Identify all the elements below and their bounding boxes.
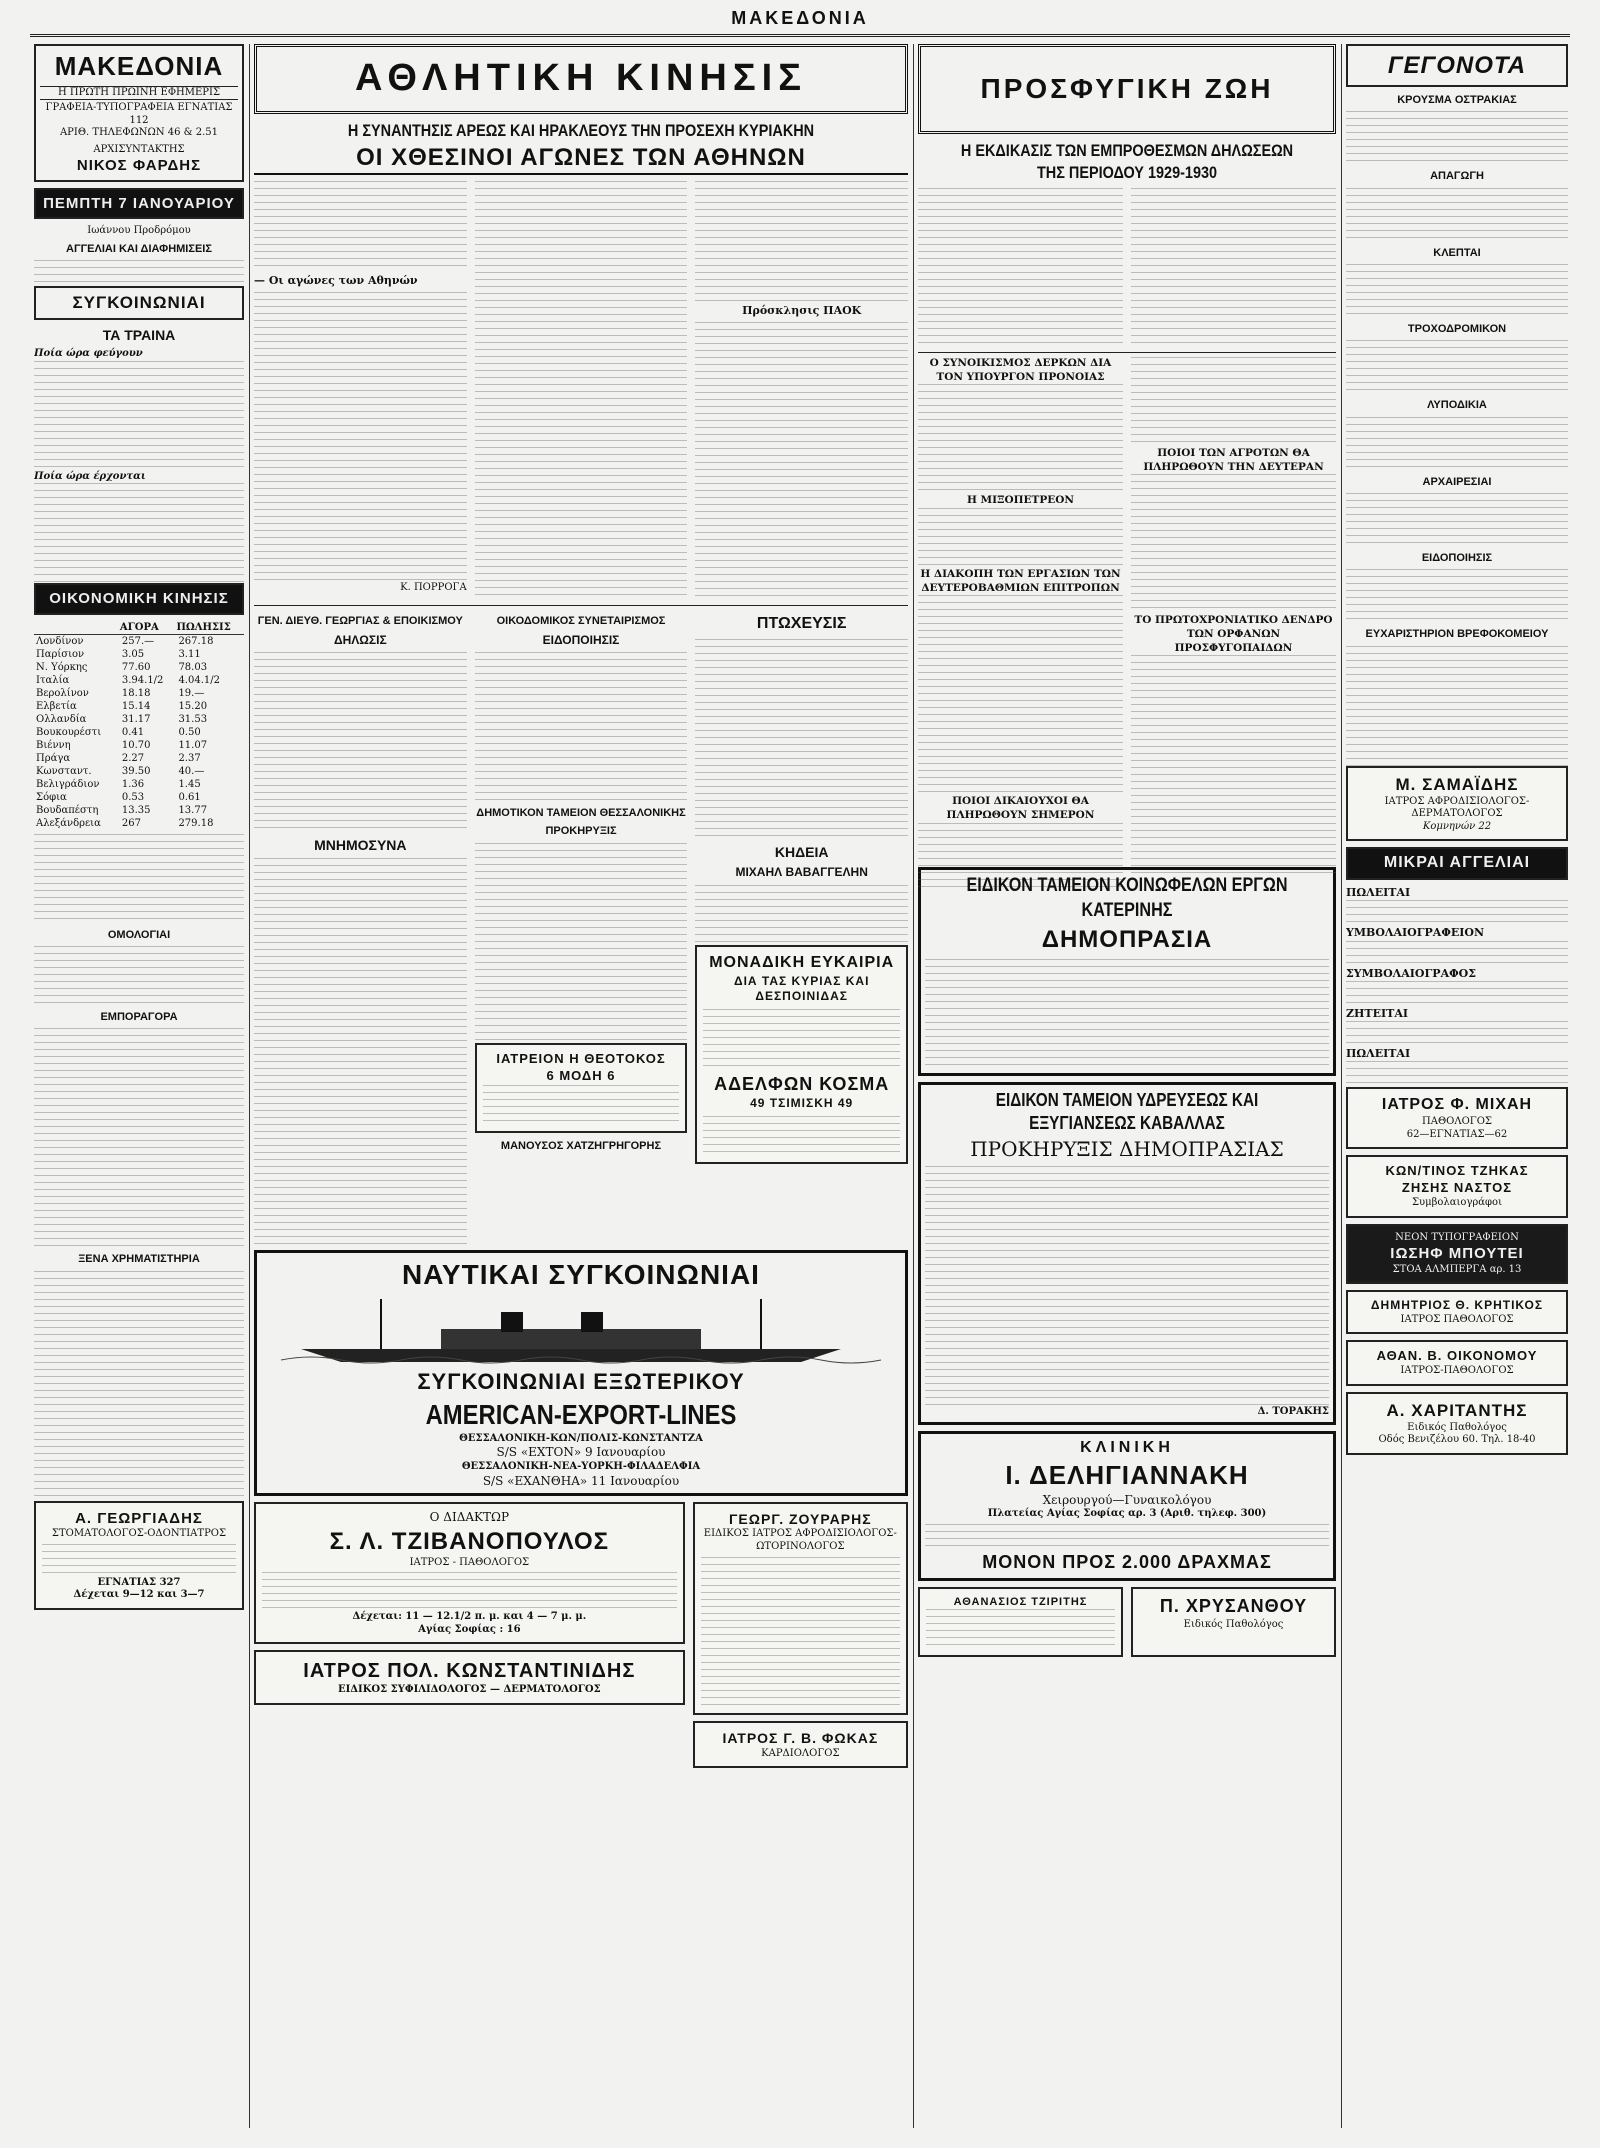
- sale-store: ΑΔΕΛΦΩΝ ΚΟΣΜΑ: [714, 1073, 890, 1094]
- headline-declarations: Η ΕΚΔΙΚΑΣΙΣ ΤΩΝ ΕΜΠΡΟΘΕΣΜΩΝ ΔΗΛΩΣΕΩΝ ΤΗΣ ΠΕΡΙΟΔΟΥ 1929-1930: [960, 141, 1294, 183]
- fact-text: [1346, 646, 1568, 766]
- departures-text: [34, 361, 244, 471]
- fx-row: [34, 648, 244, 661]
- kritikos-name: ΔΗΜΗΤΡΙΟΣ Θ. ΚΡΗΤΙΚΟΣ: [1370, 1298, 1544, 1313]
- dentist-hours: Δέχεται 9—12 και 3—7: [73, 1589, 205, 1601]
- samaidis-spec: ΙΑΤΡΟΣ ΑΦΡΟΔΙΣΙΟΛΟΓΟΣ-ΔΕΡΜΑΤΟΛΟΓΟΣ: [1384, 795, 1530, 820]
- fx-cell: 0.61: [178, 791, 201, 803]
- fx-cell: 267: [121, 817, 141, 829]
- small-ad-keyword: ΖΗΤΕΙΤΑΙ: [1346, 1006, 1409, 1020]
- small-ad-text: [1346, 900, 1568, 922]
- fx-cell: 4.04.1/2: [178, 674, 220, 686]
- chrysanthou-name: Π. ΧΡΥΣΑΝΘΟΥ: [1159, 1596, 1308, 1617]
- memorials-title: ΜΝΗΜΟΣΥΝΑ: [314, 837, 407, 854]
- michail-address: 62—ΕΓΝΑΤΙΑΣ—62: [1406, 1128, 1508, 1140]
- charitantis-name: Α. ΧΑΡΙΤΑΝΤΗΣ: [1386, 1400, 1528, 1420]
- fact-text: [1346, 417, 1568, 471]
- kritikos-spec: ΙΑΤΡΟΣ ΠΑΘΟΛΟΓΟΣ: [1400, 1313, 1514, 1325]
- arrivals-text: [34, 483, 244, 583]
- clinic-spec: Χειρουργού—Γυναικολόγου: [1042, 1492, 1212, 1507]
- notice-1-text: [254, 652, 467, 832]
- tziritis-ad: [918, 1587, 1123, 1657]
- fx-row: [34, 765, 244, 778]
- fx-row: [34, 674, 244, 687]
- notices-block: [254, 610, 908, 1250]
- kavala-signature: Δ. ΤΟΡΑΚΗΣ: [1257, 1405, 1329, 1417]
- fx-cell: 2.37: [178, 752, 201, 764]
- fx-cell: Βιέννη: [36, 739, 71, 751]
- fx-cell: 1.45: [178, 778, 201, 790]
- fact-text: [1346, 340, 1568, 394]
- notice-1-sub: ΔΗΛΩΣΙΣ: [334, 632, 387, 647]
- small-ad: [1346, 1047, 1568, 1083]
- printshop-title: ΝΕΟΝ ΤΥΠΟΓΡΑΦΕΙΟΝ: [1395, 1231, 1519, 1243]
- bonds-text: [34, 946, 244, 1006]
- fx-cell: 18.18: [121, 687, 151, 699]
- funeral-text: [695, 885, 908, 945]
- fx-row: [34, 687, 244, 700]
- fact-heading: ΛΥΠΟΔΙΚΙΑ: [1427, 399, 1487, 412]
- divider: [918, 352, 1336, 353]
- sports-headline-1: Η ΣΥΝΑΝΤΗΣΙΣ ΑΡΕΩΣ ΚΑΙ ΗΡΑΚΛΕΟΥΣ ΤΗΝ ΠΡΟΣΕΧΗ ΚΥΡΙΑΚΗΝ: [347, 121, 815, 140]
- exchanges-text: [34, 1271, 244, 1501]
- bankruptcy-text: [695, 639, 908, 839]
- doctor-hours: Δέχεται: 11 — 12.1/2 π. μ. και 4 — 7 μ. μ.: [352, 1611, 587, 1623]
- doctor-address: Αγίας Σοφίας : 16: [418, 1623, 521, 1635]
- fx-cell: 15.14: [121, 700, 151, 712]
- offices: ΓΡΑΦΕΙΑ-ΤΥΠΟΓΡΑΦΕΙΑ ΕΓΝΑΤΙΑΣ 112: [45, 102, 233, 126]
- fx-cell: Παρίσιον: [36, 648, 85, 660]
- dentist-address: ΕΓΝΑΤΙΑΣ 327: [97, 1576, 181, 1588]
- fx-cell: 13.77: [178, 804, 208, 816]
- samaidis-ad: [1346, 766, 1568, 842]
- fx-cell: 1.36: [121, 778, 145, 790]
- route-2: ΘΕΣΣΑΛΟΝΙΚΗ-ΝΕΑ-ΥΟΡΚΗ-ΦΙΛΑΔΕΛΦΙΑ: [461, 1461, 701, 1473]
- issue-date: ΠΕΜΠΤΗ 7 ΙΑΝΟΥΑΡΙΟΥ: [43, 194, 235, 212]
- doctor-spec: ΙΑΤΡΟΣ - ΠΑΘΟΛΟΓΟΣ: [409, 1556, 530, 1568]
- fx-row: [34, 791, 244, 804]
- arrivals-label: Ποία ώρα έρχονται: [34, 470, 146, 482]
- fact-heading: ΚΛΕΠΤΑΙ: [1433, 246, 1481, 259]
- charitantis-spec: Ειδικός Παθολόγος: [1407, 1421, 1507, 1433]
- economy-box: [34, 583, 244, 615]
- news-tree: ΤΟ ΠΡΩΤΟΧΡΟΝΙΑΤΙΚΟ ΔΕΝΔΡΟ ΤΩΝ ΟΡΦΑΝΩΝ ΠΡΟΣΦΥΓΟΠΑΙΔΩΝ: [1134, 614, 1333, 654]
- sports-col-c: [695, 181, 908, 601]
- doctor-konstantinidis-name: ΙΑΤΡΟΣ ΠΟΛ. ΚΩΝΣΤΑΝΤΙΝΙΔΗΣ: [303, 1660, 636, 1683]
- notice-2-sub: ΕΙΔΟΠΟΙΗΣΙΣ: [542, 632, 620, 647]
- notaries-spec: Συμβολαιογράφοι: [1411, 1197, 1503, 1209]
- charitantis-address: Οδός Βενιζέλου 60. Τηλ. 18-40: [1378, 1434, 1536, 1446]
- news-workers: Η ΔΙΑΚΟΠΗ ΤΩΝ ΕΡΓΑΣΙΩΝ ΤΩΝ ΔΕΥΤΕΡΟΒΑΘΜΙΩΝ ΕΠΙΤΡΟΠΩΝ: [920, 568, 1121, 594]
- memorials-text: [254, 858, 467, 1248]
- notice-2-text: [475, 652, 688, 802]
- news-text: [918, 595, 1123, 795]
- classifieds-title: ΑΓΓΕΛΙΑΙ ΚΑΙ ΔΙΑΦΗΜΙΣΕΙΣ: [66, 242, 212, 255]
- column-divider: [249, 44, 250, 2128]
- printshop-address: ΣΤΟΑ ΑΛΜΠΕΡΓΑ αρ. 13: [1392, 1263, 1522, 1275]
- katerini-auction-title: ΔΗΜΟΠΡΑΣΙΑ: [1041, 925, 1213, 953]
- municipal-fund-sub: ΠΡΟΚΗΡΥΞΙΣ: [545, 825, 617, 838]
- clinic-title: ΚΛΙΝΙΚΗ: [1080, 1439, 1174, 1457]
- divider: [254, 605, 908, 606]
- kavala-auction: [918, 1082, 1336, 1425]
- funeral-title: ΚΗΔΕΙΑ: [774, 844, 829, 861]
- sports-col-a: [254, 181, 467, 601]
- kritikos-ad: [1346, 1290, 1568, 1334]
- news-block: [918, 357, 1336, 867]
- clinic-theotokos-title: ΙΑΤΡΕΙΟΝ Η ΘΕΟΤΟΚΟΣ: [496, 1050, 666, 1066]
- sports-banner: [254, 44, 908, 114]
- fx-header-cell: ΠΩΛΗΣΙΣ: [176, 621, 244, 635]
- sale-text: [703, 1116, 900, 1156]
- news-today: ΠΟΙΟΙ ΔΙΚΑΙΟΥΧΟΙ ΘΑ ΠΛΗΡΩΘΟΥΝ ΣΗΜΕΡΟΝ: [946, 795, 1095, 822]
- fx-cell: 267.18: [178, 635, 214, 647]
- small-ad: [1346, 1007, 1568, 1043]
- date-box: [34, 188, 244, 220]
- dentist-spec: ΣΤΟΜΑΤΟΛΟΓΟΣ-ΟΔΟΝΤΙΑΤΡΟΣ: [51, 1528, 227, 1540]
- doctor-konstantinidis-spec: ΕΙΔΙΚΟΣ ΣΥΦΙΛΙΔΟΛΟΓΟΣ — ΔΕΡΜΑΤΟΛΟΓΟΣ: [337, 1684, 601, 1696]
- facts-list: [1346, 93, 1568, 765]
- fx-row: [34, 713, 244, 726]
- sports-banner-text: ΑΘΛΗΤΙΚΗ ΚΙΝΗΣΙΣ: [354, 57, 807, 100]
- sports-col-b: [475, 181, 688, 601]
- small-ad-text: [1346, 941, 1568, 963]
- oikonomou-name: ΑΘΑΝ. Β. ΟΙΚΟΝΟΜΟΥ: [1376, 1348, 1538, 1364]
- fx-cell: 0.50: [178, 726, 201, 738]
- municipal-fund-title: ΔΗΜΟΤΙΚΟΝ ΤΑΜΕΙΟΝ ΘΕΣΣΑΛΟΝΙΚΗΣ: [476, 807, 686, 820]
- fx-cell: Βουκουρέστι: [36, 726, 102, 738]
- facts-box: [1346, 44, 1568, 87]
- column-4: [1346, 44, 1568, 2128]
- tziritis-text: [926, 1609, 1115, 1649]
- doctor-name: Σ. Λ. ΤΖΙΒΑΝΟΠΟΥΛΟΣ: [329, 1527, 610, 1555]
- lawyer-name: ΜΑΝΟΥΣΟΣ ΧΑΤΖΗΓΡΗΓΟΡΗΣ: [500, 1139, 662, 1152]
- small-ad-keyword: ΥΜΒΟΛΑΙΟΓΡΑΦΕΙΟΝ: [1346, 926, 1485, 940]
- classifieds-text: [34, 260, 244, 286]
- bankruptcy-title: ΠΤΩΧΕΥΣΙΣ: [756, 615, 847, 633]
- phones: ΑΡΙΘ. ΤΗΛΕΦΩΝΩΝ 46 & 2.51: [59, 127, 219, 139]
- oikonomou-ad: [1346, 1340, 1568, 1385]
- notaries-ad: [1346, 1155, 1568, 1217]
- fx-cell: 77.60: [121, 661, 151, 673]
- news-text: [1131, 357, 1336, 447]
- funeral-name: ΜΙΧΑΗΛ ΒΑΒΑΓΓΕΛΗΝ: [735, 865, 868, 880]
- printshop-ad: [1346, 1224, 1568, 1285]
- doctor-fokas-ad: [693, 1721, 908, 1768]
- fx-cell: Λονδίνον: [36, 635, 84, 647]
- director-name: ΝΙΚΟΣ ΦΑΡΔΗΣ: [76, 157, 202, 175]
- news-text: [1131, 474, 1336, 614]
- samaidis-name: Μ. ΣΑΜΑΪΔΗΣ: [1395, 774, 1519, 794]
- fx-cell: 40.—: [178, 765, 205, 777]
- small-ad-text: [1346, 1021, 1568, 1043]
- fx-cell: Αλεξάνδρεια: [36, 817, 101, 829]
- column-2: [254, 44, 908, 2128]
- dentist-text: [42, 1544, 236, 1574]
- fx-cell: 2.27: [121, 752, 145, 764]
- fx-row: [34, 752, 244, 765]
- notary-1: ΚΩΝ/ΤΙΝΟΣ ΤΖΗΚΑΣ: [1385, 1163, 1529, 1179]
- katerini-title: ΕΙΔΙΚΟΝ ΤΑΜΕΙΟΝ ΚΟΙΝΩΦΕΛΩΝ ΕΡΓΩΝ ΚΑΤΕΡΙΝΗΣ: [966, 875, 1288, 921]
- fx-cell: Βελιγράδιον: [36, 778, 100, 790]
- fx-row: [34, 726, 244, 739]
- doctor-fokas-name: ΙΑΤΡΟΣ Γ. Β. ΦΩΚΑΣ: [722, 1730, 879, 1747]
- text-column: [1131, 188, 1336, 348]
- clinic-theotokos-sub: 6 ΜΟΔΗ 6: [546, 1067, 616, 1083]
- fx-cell: 3.05: [121, 648, 145, 660]
- news-text: [918, 384, 1123, 494]
- sports-text: [695, 322, 908, 602]
- fx-cell: 78.03: [178, 661, 208, 673]
- sale-subtitle: ΔΙΑ ΤΑΣ ΚΥΡΙΑΣ ΚΑΙ ΔΕΣΠΟΙΝΙΔΑΣ: [733, 973, 870, 1004]
- oikonomou-spec: ΙΑΤΡΟΣ-ΠΑΘΟΛΟΓΟΣ: [1400, 1365, 1514, 1376]
- news-text: [918, 508, 1123, 568]
- fact-heading: ΑΠΑΓΩΓΗ: [1430, 170, 1484, 183]
- fact-heading: ΕΙΔΟΠΟΙΗΣΙΣ: [1421, 551, 1493, 564]
- small-ad-keyword: ΠΩΛΕΙΤΑΙ: [1346, 885, 1411, 899]
- small-ads-box: [1346, 847, 1568, 880]
- michail-ad: [1346, 1087, 1568, 1149]
- small-ads-title: ΜΙΚΡΑΙ ΑΓΓΕΛΙΑΙ: [1383, 854, 1531, 872]
- fx-cell: 10.70: [121, 739, 151, 751]
- exchanges-title: ΞΕΝΑ ΧΡΗΜΑΤΙΣΤΗΡΙΑ: [78, 1253, 200, 1266]
- clinic-price: ΜΟΝΟΝ ΠΡΟΣ 2.000 ΔΡΑΧΜΑΣ: [982, 1551, 1272, 1572]
- fx-cell: 31.53: [178, 713, 208, 725]
- fx-cell: Ολλανδία: [36, 713, 87, 725]
- clinic-name: Ι. ΔΕΛΗΓΙΑΝΝΑΚΗ: [1005, 1459, 1249, 1490]
- news-col-a: [918, 357, 1123, 867]
- katerini-auction: [918, 867, 1336, 1076]
- route-1: ΘΕΣΣΑΛΟΝΙΚΗ-ΚΩΝ/ΠΟΛΙΣ-ΚΩΝΣΤΑΝΤΖΑ: [459, 1432, 703, 1444]
- fx-cell: Ν. Υόρκης: [36, 661, 88, 673]
- bottom-ads-left: [254, 1502, 685, 1774]
- news-ministry: Ο ΣΥΝΟΙΚΙΣΜΟΣ ΔΕΡΚΩΝ ΔΙΑ ΤΟΝ ΥΠΟΥΡΓΟΝ ΠΡΟΝΟΙΑΣ: [929, 357, 1112, 383]
- director-label: ΑΡΧΙΣΥΝΤΑΚΤΗΣ: [93, 143, 185, 155]
- small-ad: [1346, 926, 1568, 962]
- top-rule: [30, 34, 1570, 37]
- clinic-theotokos-text: [483, 1085, 680, 1125]
- sports-text: [695, 181, 908, 301]
- doctor-zourar-spec: ΕΙΔΙΚΟΣ ΙΑΤΡΟΣ ΑΦΡΟΔΙΣΙΟΛΟΓΟΣ-ΩΤΟΡΙΝΟΛΟΓΟΣ: [703, 1528, 897, 1552]
- clinic-bottom-ads: [918, 1587, 1336, 1663]
- municipal-fund-text: [475, 843, 688, 1043]
- kavala-proclamation: ΠΡΟΚΗΡΥΞΙΣ ΔΗΜΟΠΡΑΣΙΑΣ: [970, 1136, 1284, 1161]
- sale-address: 49 ΤΣΙΜΙΣΚΗ 49: [750, 1096, 854, 1111]
- sports-subhead: — Οι αγώνες των Αθηνών: [254, 274, 418, 288]
- paok-notice: Πρόσκλησις ΠΑΟΚ: [742, 304, 862, 318]
- fx-cell: 11.07: [178, 739, 208, 751]
- small-ad-keyword: ΣΥΜΒΟΛΑΙΟΓΡΑΦΟΣ: [1346, 966, 1477, 980]
- market-text: [34, 1028, 244, 1248]
- economy-title: ΟΙΚΟΝΟΜΙΚΗ ΚΙΝΗΣΙΣ: [49, 590, 229, 608]
- facts-title: ΓΕΓΟΝΟΤΑ: [1387, 52, 1527, 79]
- transport-box: [34, 286, 244, 320]
- fx-row: [34, 661, 244, 674]
- kavala-text: [925, 1166, 1329, 1406]
- small-ads-list: [1346, 886, 1568, 1083]
- notice-2-title: ΟΙΚΟΔΟΜΙΚΟΣ ΣΥΝΕΤΑΙΡΙΣΜΟΣ: [496, 615, 666, 628]
- small-ad-text: [1346, 1061, 1568, 1083]
- fx-row: [34, 700, 244, 713]
- small-ad-keyword: ΠΩΛΕΙΤΑΙ: [1346, 1047, 1411, 1061]
- notices-col-c: [695, 610, 908, 1250]
- nameplate-box: [34, 44, 244, 182]
- market-title: ΕΜΠΟΡΑΓΟΡΑ: [100, 1011, 178, 1024]
- bottom-ads: [254, 1502, 908, 1774]
- fx-cell: Κωνσταντ.: [36, 765, 92, 777]
- tziritis-name: ΑΘΑΝΑΣΙΟΣ ΤΖΙΡΙΤΗΣ: [953, 1596, 1088, 1609]
- fx-cell: Πράγα: [36, 752, 71, 764]
- michail-name: ΙΑΤΡΟΣ Φ. ΜΙΧΑΗ: [1381, 1096, 1533, 1114]
- fact-text: [1346, 493, 1568, 547]
- fact-text: [1346, 188, 1568, 242]
- fact-heading: ΑΡΧΑΙΡΕΣΙΑΙ: [1422, 475, 1492, 488]
- rural-life-banner: [918, 44, 1336, 134]
- small-ad: [1346, 967, 1568, 1003]
- fact-text: [1346, 264, 1568, 318]
- paper-title: ΜΑΚΕΔΟΝΙΑ: [54, 51, 224, 81]
- shipping-ad: [254, 1250, 908, 1496]
- dentist-ad: [34, 1501, 244, 1610]
- notice-1-title: ΓΕΝ. ΔΙΕΥΘ. ΓΕΩΡΓΙΑΣ & ΕΠΟΙΚΙΣΜΟΥ: [257, 615, 463, 628]
- text-column: [918, 188, 1123, 348]
- clinic-ad: [918, 1431, 1336, 1581]
- fact-heading: ΤΡΟΧΟΔΡΟΜΙΚΟΝ: [1407, 323, 1507, 336]
- fx-cell: 13.35: [121, 804, 151, 816]
- sports-signature: Κ. ΠΟΡΡΟΓΑ: [400, 581, 467, 593]
- fx-row: [34, 634, 244, 648]
- doctor-zourar-text: [701, 1557, 900, 1707]
- fact-text: [1346, 111, 1568, 165]
- sale-text: [703, 1009, 900, 1069]
- saint-day: Ιωάννου Προδρόμου: [87, 225, 191, 237]
- fx-cell: Βουδαπέστη: [36, 804, 99, 816]
- samaidis-address: Κομνηνών 22: [1422, 820, 1492, 832]
- doctor-tzivanopoulos-ad: [254, 1502, 685, 1644]
- clinic-address: Πλατείας Αγίας Σοφίας αρ. 3 (Αριθ. τηλεφ. 300): [987, 1508, 1267, 1520]
- fx-cell: 257.—: [121, 635, 155, 647]
- chrysanthou-spec: Ειδικός Παθολόγος: [1183, 1618, 1284, 1630]
- sale-title: ΜΟΝΑΔΙΚΗ ΕΥΚΑΙΡΙΑ: [709, 953, 895, 971]
- fx-cell: Σόφια: [36, 791, 67, 803]
- ship-illustration: [261, 1294, 901, 1364]
- katerini-text: [925, 959, 1329, 1069]
- ship-1: S/S «ΕΧΤΟΝ» 9 Ιανουαρίου: [496, 1445, 666, 1460]
- sports-text: [254, 292, 467, 582]
- rural-life-title: ΠΡΟΣΦΥΓΙΚΗ ΖΩΗ: [980, 72, 1274, 104]
- column-3: [918, 44, 1336, 2128]
- michail-spec: ΠΑΘΟΛΟΓΟΣ: [1422, 1116, 1492, 1128]
- transport-title: ΣΥΓΚΟΙΝΩΝΙΑΙ: [72, 293, 206, 313]
- declarations-text: [918, 188, 1336, 348]
- fx-row: [34, 817, 244, 830]
- masthead: ΜΑΚΕΔΟΝΙΑ: [731, 8, 869, 28]
- bottom-ads-right: [693, 1502, 908, 1774]
- column-divider: [913, 44, 914, 2128]
- news-col-b: [1131, 357, 1336, 867]
- charitantis-ad: [1346, 1392, 1568, 1455]
- fx-cell: 3.94.1/2: [121, 674, 164, 686]
- fx-cell: 279.18: [178, 817, 214, 829]
- clinic-theotokos-ad: [475, 1043, 688, 1133]
- news-mixopetreon: Η ΜΙΞΟΠΕΤΡΕΟΝ: [966, 494, 1075, 507]
- departures-label: Ποία ώρα φεύγουν: [34, 348, 143, 360]
- exchange-notes: [34, 834, 244, 924]
- news-text: [1131, 655, 1336, 875]
- exchange-table: [34, 621, 244, 830]
- fact-heading: ΕΥΧΑΡΙΣΤΗΡΙΟΝ ΒΡΕΦΟΚΟΜΕΙΟΥ: [1365, 628, 1549, 641]
- sports-article: [254, 181, 908, 601]
- fx-cell: Ιταλία: [36, 674, 70, 686]
- fact-text: [1346, 569, 1568, 623]
- fx-cell: 19.—: [178, 687, 205, 699]
- foreign-transport-title: ΣΥΓΚΟΙΝΩΝΙΑΙ ΕΞΩΤΕΡΙΚΟΥ: [417, 1368, 745, 1394]
- doctor-text: [262, 1572, 677, 1608]
- fx-row: [34, 739, 244, 752]
- fx-cell: 15.20: [178, 700, 208, 712]
- clinic-text: [925, 1524, 1329, 1548]
- trains-title: ΤΑ ΤΡΑΙΝΑ: [102, 327, 176, 344]
- notary-2: ΖΗΣΗΣ ΝΑΣΤΟΣ: [1401, 1180, 1513, 1196]
- notices-col-a: [254, 610, 467, 1250]
- sports-text: [254, 181, 467, 271]
- fx-cell: 0.41: [121, 726, 145, 738]
- notices-col-b: [475, 610, 688, 1250]
- fx-cell: 39.50: [121, 765, 151, 777]
- fx-cell: Βερολίνον: [36, 687, 89, 699]
- printshop-name: ΙΩΣΗΦ ΜΠΟΥΤΕΙ: [1390, 1245, 1524, 1263]
- sports-headline-2: ΟΙ ΧΘΕΣΙΝΟΙ ΑΓΩΝΕΣ ΤΩΝ ΑΘΗΝΩΝ: [254, 142, 908, 175]
- doctor-zourar-ad: [693, 1502, 908, 1715]
- chrysanthou-ad: [1131, 1587, 1336, 1657]
- news-farmers: ΠΟΙΟΙ ΤΩΝ ΑΓΡΟΤΩΝ ΘΑ ΠΛΗΡΩΘΟΥΝ ΤΗΝ ΔΕΥΤΕΡΑΝ: [1143, 447, 1324, 473]
- column-1: [34, 44, 244, 2128]
- shipping-title: ΝΑΥΤΙΚΑΙ ΣΥΓΚΟΙΝΩΝΙΑΙ: [402, 1259, 760, 1291]
- small-ad-text: [1346, 981, 1568, 1003]
- fx-row: [34, 804, 244, 817]
- doctor-fokas-spec: ΚΑΡΔΙΟΛΟΓΟΣ: [761, 1747, 840, 1759]
- fx-cell: 3.11: [178, 648, 201, 660]
- sale-ad: [695, 945, 908, 1164]
- dentist-name: Α. ΓΕΩΡΓΙΑΔΗΣ: [75, 1509, 203, 1527]
- shipping-line: AMERICAN-EXPORT-LINES: [425, 1398, 737, 1430]
- sports-text: [475, 181, 688, 601]
- fx-header-cell: ΑΓΟΡΑ: [120, 621, 177, 635]
- ship-2: S/S «ΕΧΑΝΘΗΑ» 11 Ιανουαρίου: [482, 1473, 680, 1488]
- paper-subtitle: Η ΠΡΩΤΗ ΠΡΩΙΝΗ ΕΦΗΜΕΡΙΣ: [40, 86, 238, 101]
- small-ad: [1346, 886, 1568, 922]
- bonds-title: ΟΜΟΛΟΓΙΑΙ: [107, 928, 171, 941]
- fx-cell: 0.53: [121, 791, 145, 803]
- fx-cell: 31.17: [121, 713, 151, 725]
- kavala-title: ΕΙΔΙΚΟΝ ΤΑΜΕΙΟΝ ΥΔΡΕΥΣΕΩΣ ΚΑΙ ΕΞΥΓΙΑΝΣΕΩΣ ΚΑΒΑΛΛΑΣ: [995, 1089, 1259, 1134]
- column-divider: [1341, 44, 1342, 2128]
- doctor-konstantinidis-ad: [254, 1650, 685, 1705]
- fx-cell: Ελβετία: [36, 700, 77, 712]
- fact-heading: ΚΡΟΥΣΜΑ ΟΣΤΡΑΚΙΑΣ: [1397, 94, 1517, 107]
- doctor-title: Ο ΔΙΔΑΚΤΩΡ: [429, 1510, 510, 1525]
- fx-row: [34, 778, 244, 791]
- fx-header-cell: [34, 621, 120, 635]
- doctor-zourar-name: ΓΕΩΡΓ. ΖΟΥΡΑΡΗΣ: [729, 1511, 872, 1528]
